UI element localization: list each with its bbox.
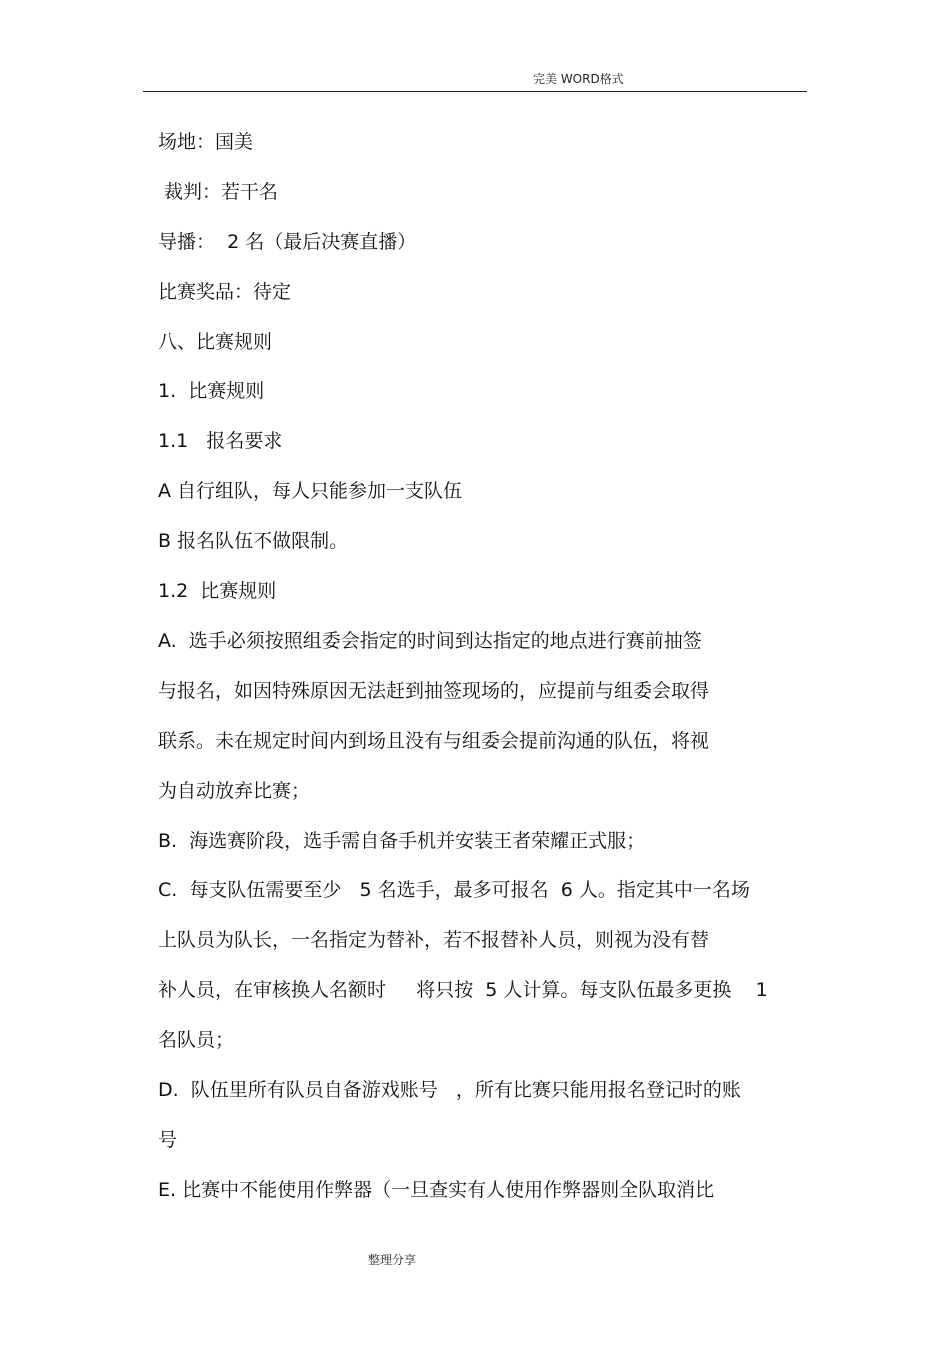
- header-title: 完美 WORD格式: [533, 72, 624, 86]
- text-line: B. 海选赛阶段，选手需自备手机并安装王者荣耀正式服；: [158, 830, 646, 852]
- text-line: 联系。未在规定时间内到场且没有与组委会提前沟通的队伍，将视: [158, 730, 710, 752]
- text-line: A 自行组队，每人只能参加一支队伍: [158, 480, 463, 502]
- text-line: 1.2 比赛规则: [158, 580, 277, 602]
- text-line: A. 选手必须按照组委会指定的时间到达指定的地点进行赛前抽签: [158, 630, 702, 652]
- text-line: 裁判：若干名: [158, 181, 279, 203]
- text-line: 上队员为队长，一名指定为替补，若不报替补人员，则视为没有替: [158, 929, 710, 951]
- text-line: 号: [158, 1129, 178, 1151]
- footer-text: 整理分享: [368, 1253, 417, 1267]
- text-line: C. 每支队伍需要至少 5 名选手，最多可报名 6 人。指定其中一名场: [158, 879, 750, 901]
- text-line: B 报名队伍不做限制。: [158, 530, 349, 552]
- text-line: 1.1 报名要求: [158, 430, 283, 452]
- header-divider: [143, 91, 807, 92]
- text-line: E. 比赛中不能使用作弊器（一旦查实有人使用作弊器则全队取消比: [158, 1179, 715, 1201]
- text-line: 为自动放弃比赛；: [158, 780, 311, 802]
- text-line: 导播： 2 名（最后决赛直播）: [158, 231, 417, 253]
- text-line: 补人员，在审核换人名额时 将只按 5 人计算。每支队伍最多更换 1: [158, 979, 768, 1001]
- text-line: 比赛奖品：待定: [158, 281, 292, 303]
- section-heading: 八、比赛规则: [158, 331, 273, 353]
- text-line: 名队员；: [158, 1029, 235, 1051]
- text-line: 场地：国美: [158, 131, 254, 153]
- text-line: 1. 比赛规则: [158, 380, 265, 402]
- text-line: D. 队伍里所有队员自备游戏账号 ，所有比赛只能用报名登记时的账: [158, 1079, 741, 1101]
- text-line: 与报名，如因特殊原因无法赶到抽签现场的，应提前与组委会取得: [158, 680, 710, 702]
